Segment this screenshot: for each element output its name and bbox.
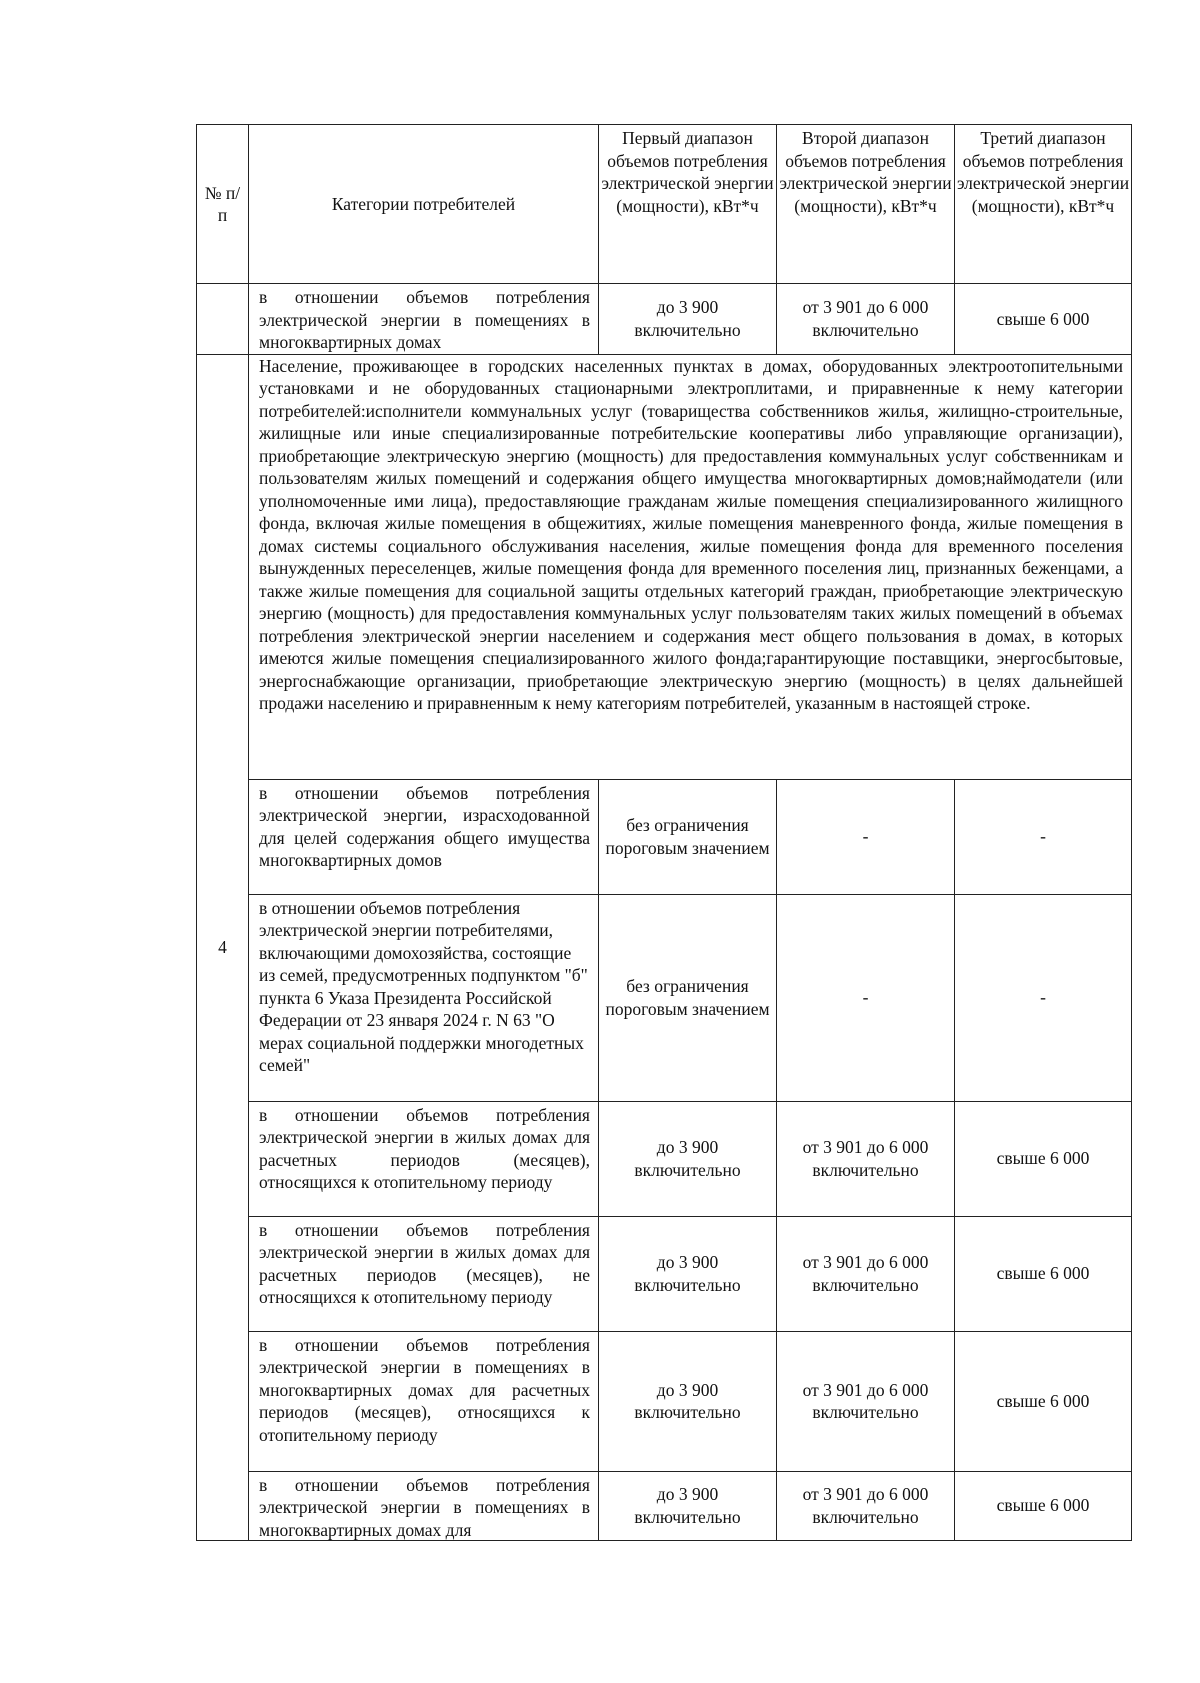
category-cell: в отношении объемов потребления электрической энергии в жилых домах для расчетных периодов (месяцев), относящихся к отопительному периоду <box>249 1101 599 1216</box>
range3-cell: свыше 6 000 <box>955 1216 1132 1331</box>
section-description-row <box>197 354 1132 779</box>
range3-cell: - <box>955 894 1132 1101</box>
range1-cell: до 3 900 включительно <box>599 1331 777 1471</box>
table-header-row <box>197 125 1132 284</box>
table-row <box>197 1471 1132 1540</box>
range1-cell: до 3 900 включительно <box>599 1216 777 1331</box>
range2-cell: от 3 901 до 6 000 включительно <box>777 284 955 355</box>
range1-cell: до 3 900 включительно <box>599 1101 777 1216</box>
range2-cell: от 3 901 до 6 000 включительно <box>777 1471 955 1540</box>
table-row <box>197 1101 1132 1216</box>
section-number: 4 <box>197 354 249 1540</box>
range2-cell: от 3 901 до 6 000 включительно <box>777 1101 955 1216</box>
range1-cell: до 3 900 включительно <box>599 284 777 355</box>
range3-cell: свыше 6 000 <box>955 1471 1132 1540</box>
table-row <box>197 779 1132 894</box>
table-row <box>197 894 1132 1101</box>
tariff-table <box>196 124 1132 1541</box>
header-range2: Второй диапазон объемов потребления электрической энергии (мощности), кВт*ч <box>777 125 955 284</box>
range3-cell: свыше 6 000 <box>955 1101 1132 1216</box>
category-cell <box>249 1471 599 1540</box>
range1-cell: без ограничения пороговым значением <box>599 894 777 1101</box>
table-row <box>197 1216 1132 1331</box>
category-cell: в отношении объемов потребления электрической энергии в жилых домах для расчетных периодов (месяцев), не относящихся к отопительному периоду <box>249 1216 599 1331</box>
range2-cell: - <box>777 894 955 1101</box>
category-cell: в отношении объемов потребления электрической энергии потребителями, включающими домохозяйства, состоящие из семей, предусмотренных подпунктом "б" пункта 6 Указа Президента Российской Федерации от 23 января 2024 г. N 63 "О мерах социальной поддержки многодетных семей" <box>249 894 599 1101</box>
header-range3: Третий диапазон объемов потребления электрической энергии (мощности), кВт*ч <box>955 125 1132 284</box>
category-cell: в отношении объемов потребления электрической энергии в помещениях в многоквартирных домах для расчетных периодов (месяцев), относящихся к отопительному периоду <box>249 1331 599 1471</box>
range2-cell: - <box>777 779 955 894</box>
category-cell-clipped: в отношении объемов потребления электрической энергии в помещениях в многоквартирных домах для <box>259 1474 590 1540</box>
header-num: № п/п <box>197 125 249 284</box>
num-cell-empty <box>197 284 249 355</box>
range3-cell: свыше 6 000 <box>955 1331 1132 1471</box>
header-category: Категории потребителей <box>249 125 599 284</box>
range1-cell: без ограничения пороговым значением <box>599 779 777 894</box>
section-description: Население, проживающее в городских населенных пунктах в домах, оборудованных электроотопительными установками и не оборудованных стационарными электроплитами, и приравненные к нему категории потребителей:исполнители коммунальных услуг (товарищества собственников жилья, жилищно-строительные, жилищные или иные специализированные потребительские кооперативы либо управляющие организации), приобретающие электрическую энергию (мощность) для предоставления коммунальных услуг собственникам и пользователям жилых помещений и содержания общего имущества многоквартирных домов;наймодатели (или уполномоченные ими лица), предоставляющие гражданам жилые помещения специализированного жилищного фонда, включая жилые помещения в общежитиях, жилые помещения маневренного фонда, жилые помещения в домах системы социального обслуживания населения, жилые помещения фонда для временного поселения вынужденных переселенцев, жилые помещения фонда для временного поселения лиц, признанных беженцами, а также жилые помещения для социальной защиты отдельных категорий граждан, приобретающие электрическую энергию (мощность) для предоставления коммунальных услуг пользователям таких жилых помещений в объемах потребления электрической энергии населением и содержания мест общего пользования в домах, в которых имеются жилые помещения специализированного жилого фонда;гарантирующие поставщики, энергосбытовые, энергоснабжающие организации, приобретающие электрическую энергию (мощность) в целях дальнейшей продажи населению и приравненным к нему категориям потребителей, указанным в настоящей строке. <box>249 354 1132 779</box>
category-cell: в отношении объемов потребления электрической энергии, израсходованной для целей содержания общего имущества многоквартирных домов <box>249 779 599 894</box>
table-row <box>197 284 1132 355</box>
range2-cell: от 3 901 до 6 000 включительно <box>777 1216 955 1331</box>
table-row <box>197 1331 1132 1471</box>
range1-cell: до 3 900 включительно <box>599 1471 777 1540</box>
category-cell: в отношении объемов потребления электрической энергии в помещениях в многоквартирных домах <box>249 284 599 355</box>
header-range1: Первый диапазон объемов потребления электрической энергии (мощности), кВт*ч <box>599 125 777 284</box>
range2-cell: от 3 901 до 6 000 включительно <box>777 1331 955 1471</box>
range3-cell: свыше 6 000 <box>955 284 1132 355</box>
range3-cell: - <box>955 779 1132 894</box>
